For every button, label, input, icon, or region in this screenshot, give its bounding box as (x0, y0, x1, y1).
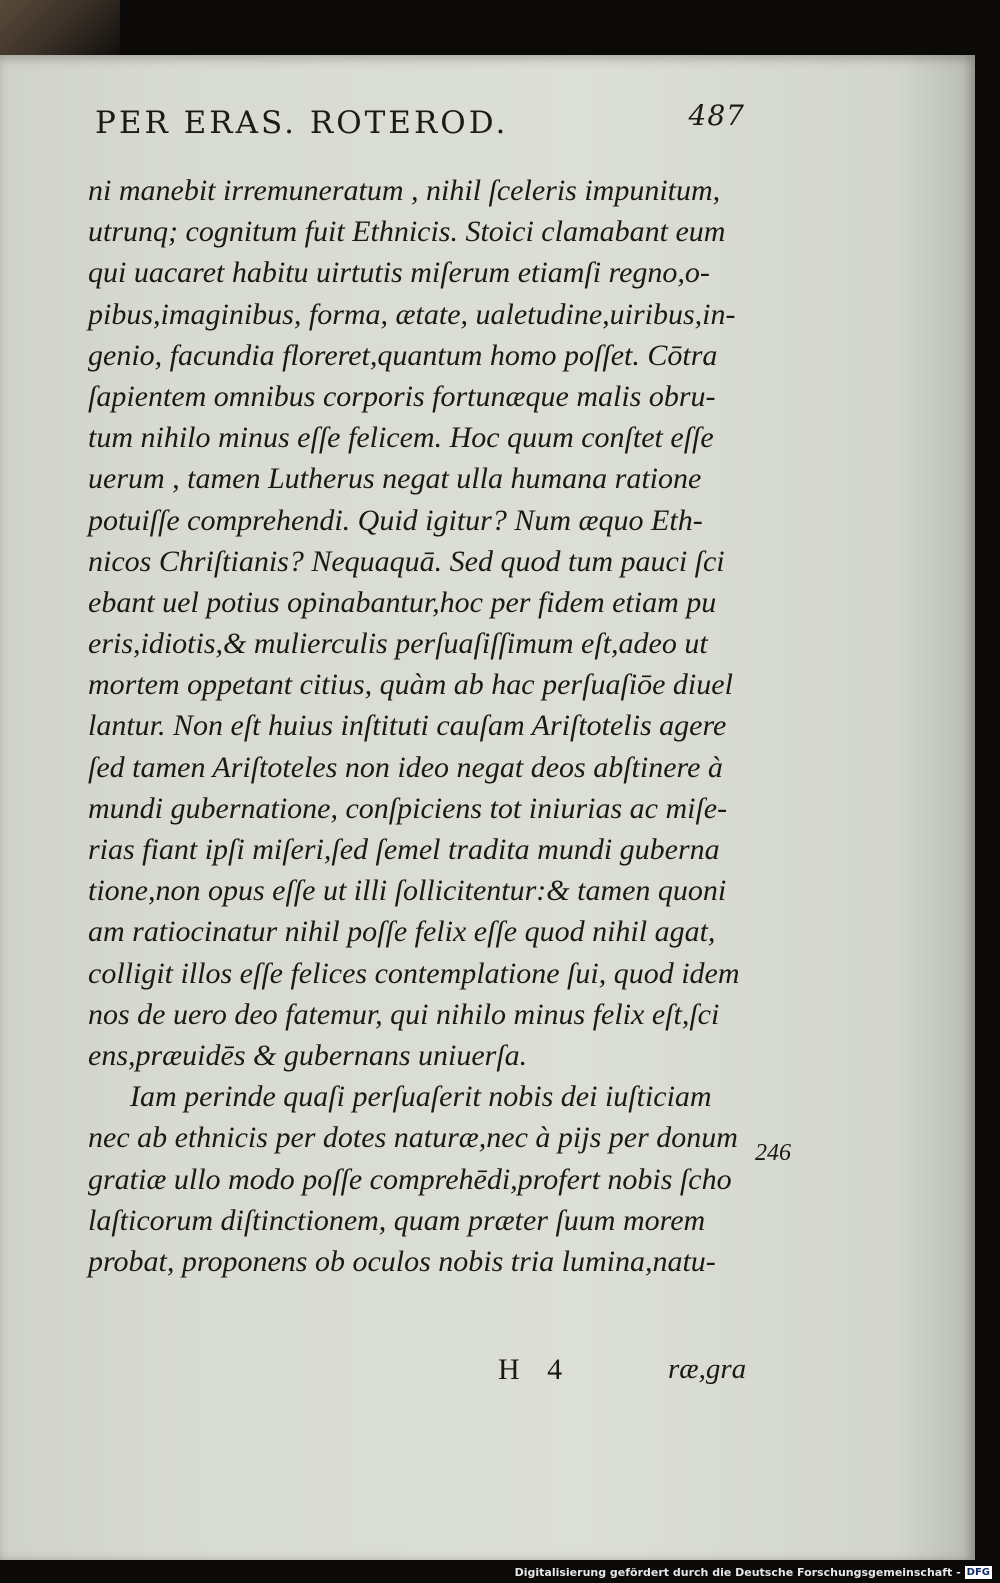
digitization-footer (515, 1563, 992, 1581)
text-line: qui uacaret habitu uirtutis miſerum etiamſi regno,o- (88, 256, 710, 290)
text-line: gratiæ ullo modo poſſe comprehēdi,profert nobis ſcho (88, 1162, 732, 1196)
text-line: tum nihilo minus eſſe felicem. Hoc quum conſtet eſſe (88, 421, 714, 455)
text-line: ni manebit irremuneratum , nihil ſceleris impunitum, (88, 174, 721, 207)
text-line: nos de uero deo fatemur, qui nihilo minus felix eſt,ſci (88, 997, 720, 1031)
text-line: tione,non opus eſſe ut illi ſollicitentur:& tamen quoni (88, 874, 727, 908)
text-line: eris,idiotis,& mulierculis perſuaſiſſimum eſt,adeo ut (88, 627, 708, 661)
text-line: am ratiocinatur nihil poſſe felix eſſe quod nihil agat, (88, 915, 716, 949)
text-line: laſticorum diſtinctionem, quam præter ſuum morem (88, 1203, 706, 1237)
text-line: ſed tamen Ariſtoteles non ideo negat deos abſtinere à (88, 750, 723, 784)
text-line: mortem oppetant citius, quàm ab hac perſuaſiōe diuel (88, 668, 733, 702)
text-line: probat, proponens ob oculos nobis tria lumina,natu- (88, 1244, 716, 1278)
page-header (95, 99, 745, 145)
text-line: lantur. Non eſt huius inſtituti cauſam Ariſtotelis agere (88, 709, 727, 743)
text-line: mundi gubernatione, conſpiciens tot iniurias ac miſe- (88, 791, 728, 825)
body-text (88, 170, 778, 1282)
margin-note: 246 (755, 1140, 791, 1166)
text-line: utrunq; cognitum fuit Ethnicis. Stoici clamabant eum (88, 215, 726, 249)
text-line: ebant uel potius opinabantur,hoc per fidem etiam pu (88, 585, 717, 619)
running-head: PER ERAS. ROTEROD. (95, 105, 509, 141)
page-number: 487 (688, 99, 745, 132)
catchword: ræ,gra (668, 1353, 747, 1385)
text-line: nicos Chriſtianis? Nequaquā. Sed quod tum pauci ſci (88, 544, 725, 578)
text-line: ſapientem omnibus corporis fortunæque malis obru- (88, 379, 716, 413)
text-line: ens,præuidēs & gubernans uniuerſa. (88, 1038, 528, 1072)
text-line: colligit illos eſſe felices contemplatione ſui, quod idem (88, 956, 740, 990)
text-line: rias fiant ipſi miſeri,ſed ſemel tradita mundi guberna (88, 833, 720, 866)
text-line: genio, facundia floreret,quantum homo poſſet. Cōtra (88, 338, 718, 372)
text-line: Iam perinde quaſi perſuaſerit nobis dei iuſticiam (130, 1080, 712, 1114)
dfg-logo: DFG (966, 1566, 990, 1578)
text-line: uerum , tamen Lutherus negat ulla humana ratione (88, 462, 702, 496)
text-line: nec ab ethnicis per dotes naturæ,nec à pijs per donum (88, 1121, 738, 1155)
text-line: pibus,imaginibus, forma, ætate, ualetudine,uiribus,in- (88, 297, 736, 331)
signature-mark: H 4 (498, 1353, 573, 1386)
footer-credit: Digitalisierung gefördert durch die Deutsche Forschungsgemeinschaft - (514, 1565, 961, 1579)
text-line: potuiſſe comprehendi. Quid igitur? Num æquo Eth- (88, 503, 703, 537)
